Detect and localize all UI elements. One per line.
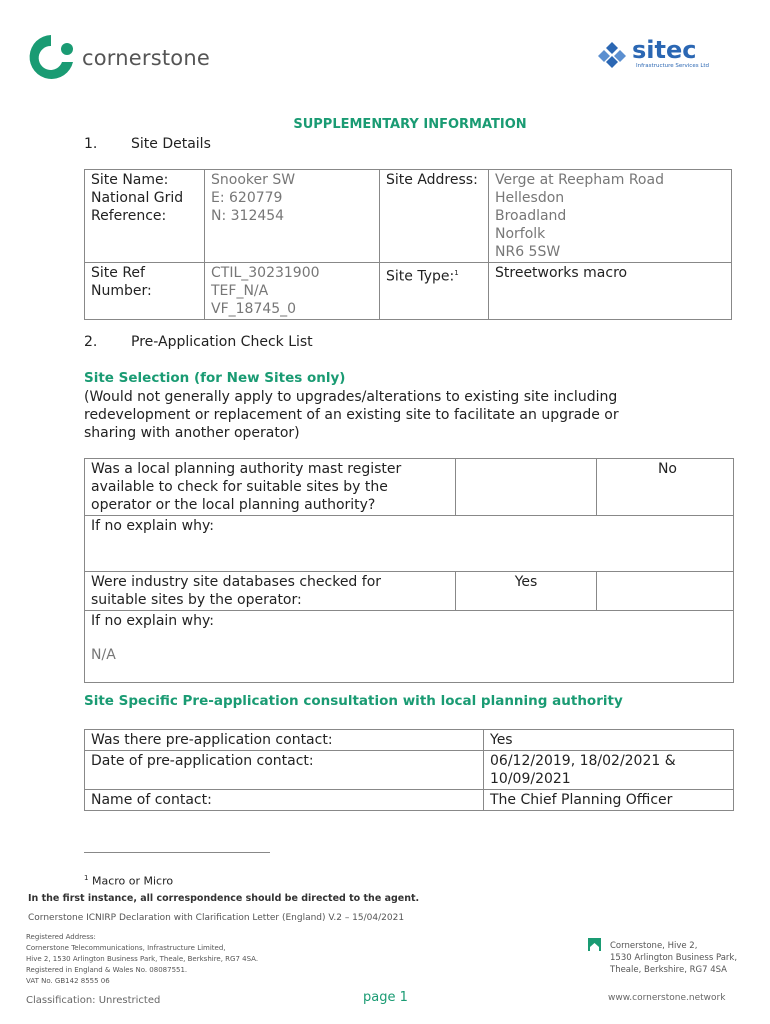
site-type-value [489, 263, 732, 320]
site-ref-values [205, 263, 380, 320]
site-name-value: Snooker SW [211, 172, 296, 188]
footnote-text: Macro or Micro [91, 874, 174, 888]
registered-line-5: VAT No. GB142 8555 06 [26, 977, 110, 985]
q2-answer: Yes [456, 572, 597, 611]
consultation-heading: Site Specific Pre-application consultation with local planning authority [84, 693, 623, 709]
contact-date-value [484, 751, 734, 790]
site-ref-labels [85, 263, 205, 320]
sitec-logo-text: sitec [632, 36, 697, 64]
site-ref-2: TEF_N/A [211, 283, 269, 299]
site-type-label [380, 263, 489, 320]
q1-answer: No [597, 459, 734, 516]
site-address-label-text: Site Address: [386, 172, 478, 188]
registered-line-3: Hive 2, 1530 Arlington Business Park, Theale, Berkshire, RG7 4SA. [26, 955, 259, 963]
page-title: SUPPLEMENTARY INFORMATION [293, 117, 527, 132]
site-selection-heading: Site Selection (for New Sites only) [84, 370, 346, 386]
section2-number: 2. [84, 334, 98, 350]
site-selection-note [84, 388, 734, 442]
q1-line-2: available to check for suitable sites by the [91, 479, 388, 495]
q2-explain-value: N/A [91, 647, 116, 663]
office-line-3: Theale, Berkshire, RG7 4SA [610, 965, 727, 975]
q2-line-1: Were industry site databases checked for [91, 574, 382, 590]
footnote [84, 874, 173, 888]
site-ref-1: CTIL_30231900 [211, 265, 320, 281]
footnote-mark: 1 [84, 874, 89, 882]
note-line-2: redevelopment or replacement of an existing site to facilitate an upgrade or [84, 407, 619, 423]
q2-explain: If no explain why: [91, 613, 214, 629]
q2-question [85, 572, 456, 611]
site-type-value-text: Streetworks macro [495, 265, 628, 281]
section2-label: Pre-Application Check List [131, 334, 313, 350]
contact-value: Yes [484, 730, 734, 751]
grid-label-2: Reference: [91, 208, 167, 224]
cornerstone-logo-text: cornerstone [82, 46, 210, 70]
office-line-1: Cornerstone, Hive 2, [610, 941, 698, 951]
cornerstone-logo-icon [24, 32, 78, 82]
q2-no-cell [597, 572, 734, 611]
address-line-4: Norfolk [495, 226, 546, 242]
office-address [610, 940, 737, 976]
site-ref-3: VF_18745_0 [211, 301, 297, 317]
contact-date-label: Date of pre-application contact: [85, 751, 484, 790]
q1-yes-cell [456, 459, 597, 516]
contact-date-line-2: 10/09/2021 [490, 771, 571, 787]
q2-explain-cell [85, 611, 734, 683]
sitec-logo-icon [596, 40, 628, 70]
grid-label-1: National Grid [91, 190, 184, 206]
address-line-2: Hellesdon [495, 190, 565, 206]
site-address-values [489, 170, 732, 263]
section1-label: Site Details [131, 136, 211, 152]
q1-question [85, 459, 456, 516]
contact-label: Was there pre-application contact: [85, 730, 484, 751]
declaration-version: Cornerstone ICNIRP Declaration with Clarification Letter (England) V.2 – 15/04/2021 [28, 913, 405, 923]
footnote-divider [84, 852, 270, 853]
note-line-3: sharing with another operator) [84, 425, 300, 441]
registered-line-2: Cornerstone Telecommunications, Infrastructure Limited, [26, 944, 226, 952]
q1-explain: If no explain why: [85, 516, 734, 572]
site-ref-label-2: Number: [91, 283, 152, 299]
site-type-footnote-mark: 1 [454, 269, 459, 277]
site-address-label [380, 170, 489, 263]
website-link[interactable]: www.cornerstone.network [608, 993, 726, 1003]
q1-line-3: operator or the local planning authority? [91, 497, 376, 513]
q1-line-1: Was a local planning authority mast register [91, 461, 402, 477]
site-name-labels [85, 170, 205, 263]
address-line-3: Broadland [495, 208, 567, 224]
grid-n-value: N: 312454 [211, 208, 285, 224]
agent-note: In the first instance, all correspondence should be directed to the agent. [28, 893, 420, 904]
section1-number: 1. [84, 136, 98, 152]
registered-line-4: Registered in England & Wales No. 08087551. [26, 966, 188, 974]
contact-name-value: The Chief Planning Officer [484, 790, 734, 811]
note-line-1: (Would not generally apply to upgrades/alterations to existing site including [84, 389, 618, 405]
page-number: page 1 [363, 990, 408, 1005]
consultation-table [84, 729, 734, 811]
checklist-table [84, 458, 734, 683]
site-ref-label-1: Site Ref [91, 265, 145, 281]
home-icon [588, 938, 601, 951]
classification: Classification: Unrestricted [26, 995, 161, 1006]
contact-name-label: Name of contact: [85, 790, 484, 811]
address-line-5: NR6 5SW [495, 244, 561, 260]
office-line-2: 1530 Arlington Business Park, [610, 953, 738, 963]
registered-line-1: Registered Address: [26, 933, 96, 941]
site-name-values [205, 170, 380, 263]
site-type-label-text: Site Type: [386, 268, 455, 285]
q2-line-2: suitable sites by the operator: [91, 592, 302, 608]
site-details-table [84, 169, 732, 320]
contact-date-line-1: 06/12/2019, 18/02/2021 & [490, 753, 676, 769]
address-line-1: Verge at Reepham Road [495, 172, 664, 188]
grid-e-value: E: 620779 [211, 190, 283, 206]
registered-address [26, 932, 258, 987]
site-name-label: Site Name: [91, 172, 169, 188]
sitec-logo-subtext: Infrastructure Services Ltd [636, 63, 710, 69]
